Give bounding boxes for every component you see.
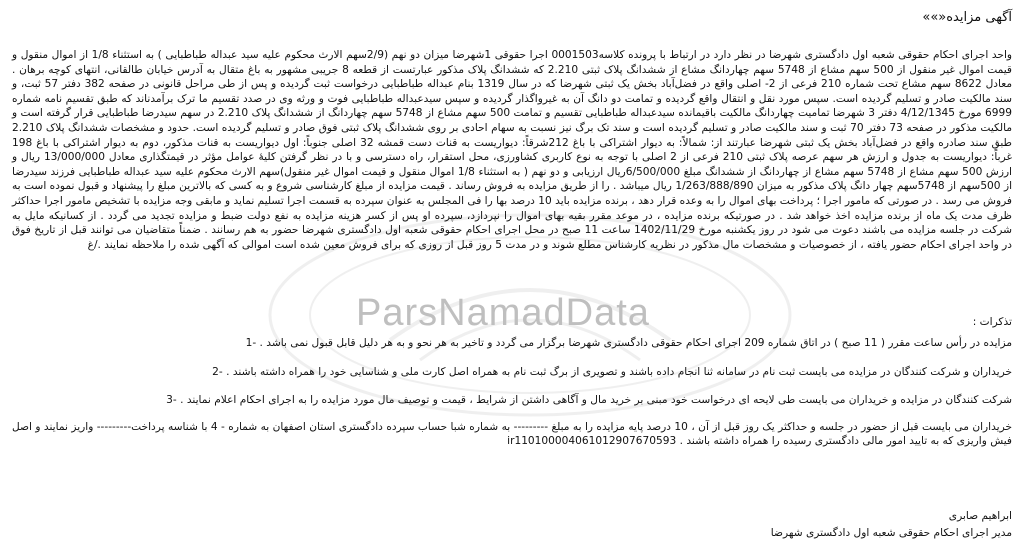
- note-item: خریداران و شرکت کنندگان در مزایده می بایست ثبت نام در سامانه ثنا انجام داده باشند و تصویری از برگ ثبت نام به همراه اصل کارت ملی و شناسایی خود را همراه داشته باشند . -2: [212, 365, 1012, 378]
- notes-list: [12, 336, 1012, 463]
- signature-block: [771, 508, 1012, 542]
- signature-name: ابراهیم صابری: [948, 510, 1012, 522]
- note-item: مزایده در رأس ساعت مقرر ( 11 صبح ) در اتاق شماره 209 اجرای احکام حقوقی دادگستری شهرضا برگزار می گردد و تاخیر به هر نحو و به هر دلیل قابل قبول نمی باشد . -1: [245, 337, 1012, 349]
- notes-heading: تذکرات :: [972, 316, 1012, 328]
- notice-body: واحد اجرای احکام حقوقی شعبه اول دادگستری شهرضا در نظر دارد در ارتباط با پرونده کلاسه0001503 اجرا حقوقی 1شهرضا میزان دو نهم (2/9سهم الارث محکوم علیه سید عبداله طباطبایی ) به استثناء 1/8 از اموال منقول و قیمت اموال غیر منقول از 500 سهم مشاع از 5748 سهم چهاردانگ مشاع از ششدانگ پلاک ثبتی 2.210 که ششدانگ پلاک مذکور عبارتست از قطعه 8 جریبی مشهور به باغ متقال به آدرس خیابان طالقانی، انتهای کوچه برهان . معادل 8622 سهم مشاع تحت شماره 210 فرعی از 2- اصلی واقع در فضل‌آباد بخش یک ثبتی شهرضا که در سال 1319 بنام عبداله طباطبایی درخواست ثبت گردیده و پس از طی مراحل قانونی در صفحه 382 دفتر 57 ثبت، و سند مالکیت صادر و تسلیم گردیده است. سپس مورد نقل و انتقال واقع گردیده و تمامت دو دانگ آن به غیرواگذار گردیده و سپس سیدعبداله طباطبایی فوت و ورثه وی در صدد تقسیم ما ترک برآمدناند که طبق تقسیم نامه شماره 6999 مورخ 4/12/1345 دفتر 3 شهرضا تمامیت چهاردانگ مالکیت باقیمانده سیدعبداله طباطبایی تقسیم و تمامت 500 سهم مشاع از 5748 سهم چهاردانگ از ششدانگ پلاک 2.210 در سهم سیدرضا طباطبایی قرار گرفته است و مالکیت مذکور در صفحه 73 دفتر 70 ثبت و سند مالکیت صادر و تسلیم گردیده است و سند تک برگ نیز نسبت به سهام احادی بر روی ششدانگ پلاک ثبتی فوق صادر و تسلیم گردیده است. حدود و مشخصات ششدانگ پلاک 2.210 طبق سند صادره واقع در فضل‌آباد بخش یک ثبتی شهرضا عبارتند از: شمالاً: به دیوار اشتراکی با باغ 212شرقاً: دیواریست به قنات دست قمشه 32 اصلی جنوباً: اول دیواریست به قنات مذکور، دوم به دیوار اشتراکی با باغ 198 غرباً: دیواریست به جدول و ارزش هر سهم عرصه پلاک ثبتی 210 فرعی از 2 اصلی با توجه به نوع کاربری کشاورزی، محل استقرار، راه دسترسی و با در نظر گرفتن کلیهٔ عوامل مؤثر در قیمتگذاری معادل 13/000/000 ریال و ارزش 500 سهم مشاع از 5748 سهم مشاع از چهاردانگ از ششدانگ مبلغ 6/500/000ریال ارزیابی و دو نهم ( به استثناء 1/8 اموال منقول و قیمت اموال غیر منقول)سهم الارث محکوم علیه سید عبداله طباطبایی فرزند سیدرضا از 500سهم از 5748سهم چهار دانگ پلاک مذکور به میزان 1/263/888/890 ریال میباشد . را از طریق مزایده به فروش رساند . قیمت مزایده از مبلغ کارشناسی شروع و به کسی که بالاترین مبلغ را پیشنهاد و قبول نموده است به فروش می رسد . در صورتی که مامور اجرا ؛ پرداخت بهای اموال را به وعده قرار دهد ، برنده مزایده باید 10 درصد بها را فی المجلس به عنوان سپرده به قسمت اجرا تسلیم نماید و مابقی وجه مزایده با تشخیص مامور اجرا حداکثر ظرف مدت یک ماه از برنده مزایده اخذ خواهد شد . در صورتیکه برنده مزایده ، در موعد مقرر بقیه بهای اموال را نپردازد، سپرده او پس از کسر هزینه مزایده به نفع دولت ضبط و مزایده تجدید می گردد . از کسانیکه مایل به شرکت در جلسه مزایده می باشند دعوت می شود در روز یکشنبه مورخ 1402/11/29 ساعت 11 صبح در محل اجرای احکام حقوقی شعبه اول دادگستری شهرضا حضور به هم رسانند . ضمناً متقاضیان می توانند قبل از تاریخ فوق در واحد اجرای احکام حضور یافته ، از خصوصیات و مشخصات مال مذکور در نظریه کارشناس مطلع شوند و در مدت 5 روز قبل از روزی که برای فروش معین شده است اموالی که آگهی شده را ملاحظه نمایند ./غ: [12, 49, 1013, 251]
- note-item: شرکت کنندگان در مزایده و خریداران می بایست طی لایحه ای درخواست خود مبنی بر خرید مال و آگاهی داشتن از شرایط ، قیمت و توصیف مال مورد مزایده را به اجرای احکام اعلام نمایند . -3: [166, 394, 1012, 407]
- signature-title: مدیر اجرای احکام حقوقی شعبه اول دادگستری شهرضا: [770, 527, 1012, 539]
- notice-title: آگهی مزایده«»»: [922, 10, 1012, 25]
- watermark-text: ParsNamadData: [356, 292, 650, 334]
- note-item: خریداران می بایست قبل از حضور در جلسه و حداکثر یک روز قبل از آن ، 10 درصد پایه مزایده را به مبلغ --------- به شماره شبا حساب سپرده دادگستری استان اصفهان به شماره - 4 با شناسه پرداخت--------- واریز نمایند و اصل فیش واریزی که به تایید امور مالی دادگستری رسیده را همراه داشته باشند . ir110100004061012907670593: [12, 420, 1013, 448]
